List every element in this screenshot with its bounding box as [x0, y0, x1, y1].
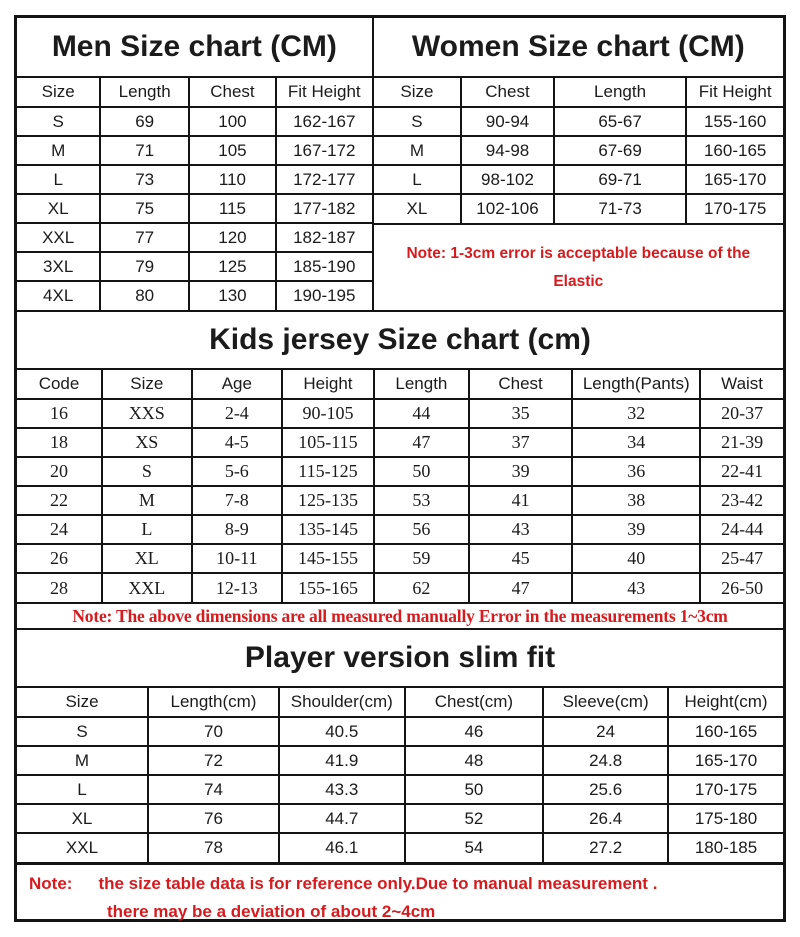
table-cell: 24.8 [543, 746, 668, 775]
table-cell: 20 [17, 457, 102, 486]
table-cell: 20-37 [700, 399, 783, 428]
table-cell: 100 [189, 107, 276, 136]
table-cell: XL [374, 194, 462, 223]
table-cell: S [102, 457, 192, 486]
table-cell: 43.3 [279, 775, 405, 804]
table-cell: 41 [469, 486, 572, 515]
table-cell: 110 [189, 165, 276, 194]
player-version-chart [17, 628, 783, 926]
table-cell: XXS [102, 399, 192, 428]
column-header: Size [374, 78, 462, 107]
table-cell: 135-145 [282, 515, 374, 544]
table-cell: XL [17, 194, 100, 223]
table-cell: 32 [572, 399, 700, 428]
women-size-table [374, 78, 783, 223]
table-cell: 115-125 [282, 457, 374, 486]
table-cell: L [17, 165, 100, 194]
table-cell: 25-47 [700, 544, 783, 573]
column-header: Length [100, 78, 189, 107]
table-cell: XL [17, 804, 148, 833]
column-header: Shoulder(cm) [279, 688, 405, 717]
column-header: Fit Height [686, 78, 783, 107]
table-cell: 67-69 [554, 136, 687, 165]
kids-size-chart [17, 310, 783, 628]
bottom-note-label: Note: [29, 874, 73, 893]
table-cell: 165-170 [686, 165, 783, 194]
table-cell: 41.9 [279, 746, 405, 775]
table-cell: 162-167 [276, 107, 372, 136]
table-row [17, 136, 372, 165]
table-cell: 56 [374, 515, 469, 544]
table-cell: 160-165 [686, 136, 783, 165]
table-cell: M [102, 486, 192, 515]
table-cell: 155-165 [282, 573, 374, 602]
table-cell: 125-135 [282, 486, 374, 515]
table-cell: 46 [405, 717, 544, 746]
table-cell: 4XL [17, 281, 100, 310]
table-cell: 46.1 [279, 833, 405, 862]
table-cell: 52 [405, 804, 544, 833]
column-header: Fit Height [276, 78, 372, 107]
table-cell: 190-195 [276, 281, 372, 310]
kids-size-chart-title: Kids jersey Size chart (cm) [17, 312, 783, 370]
table-row [17, 746, 783, 775]
table-cell: 90-105 [282, 399, 374, 428]
table-cell: XL [102, 544, 192, 573]
table-cell: 50 [405, 775, 544, 804]
table-cell: 47 [469, 573, 572, 602]
table-cell: 175-180 [668, 804, 783, 833]
table-cell: 69-71 [554, 165, 687, 194]
women-note-line1: Note: 1-3cm error is acceptable because of the [406, 244, 751, 262]
women-header-row [374, 78, 783, 107]
table-cell: 77 [100, 223, 189, 252]
table-cell: 21-39 [700, 428, 783, 457]
table-cell: 43 [469, 515, 572, 544]
table-cell: 26.4 [543, 804, 668, 833]
table-cell: 18 [17, 428, 102, 457]
table-cell: 22 [17, 486, 102, 515]
column-header: Code [17, 370, 102, 399]
column-header: Size [17, 688, 148, 717]
column-header: Chest [469, 370, 572, 399]
table-row [17, 486, 783, 515]
table-cell: M [17, 136, 100, 165]
table-cell: 130 [189, 281, 276, 310]
table-cell: 24 [543, 717, 668, 746]
table-cell: 44 [374, 399, 469, 428]
table-row [17, 833, 783, 862]
table-cell: 47 [374, 428, 469, 457]
bottom-reference-note [17, 862, 783, 926]
table-cell: 24 [17, 515, 102, 544]
column-header: Chest [189, 78, 276, 107]
table-cell: 54 [405, 833, 544, 862]
outer-frame [14, 15, 786, 922]
table-cell: 16 [17, 399, 102, 428]
table-row [374, 165, 783, 194]
table-cell: 43 [572, 573, 700, 602]
table-row [17, 775, 783, 804]
table-row [17, 223, 372, 252]
table-cell: 105-115 [282, 428, 374, 457]
table-cell: 76 [148, 804, 279, 833]
table-cell: 23-42 [700, 486, 783, 515]
table-cell: 34 [572, 428, 700, 457]
table-cell: 62 [374, 573, 469, 602]
table-cell: 160-165 [668, 717, 783, 746]
table-cell: S [17, 107, 100, 136]
table-cell: 80 [100, 281, 189, 310]
table-row [17, 194, 372, 223]
table-cell: XS [102, 428, 192, 457]
kids-measurement-note: Note: The above dimensions are all measured manually Error in the measurements 1~3cm [17, 602, 783, 628]
table-cell: L [17, 775, 148, 804]
table-cell: 98-102 [461, 165, 554, 194]
table-cell: 36 [572, 457, 700, 486]
table-cell: 24-44 [700, 515, 783, 544]
column-header: Chest(cm) [405, 688, 544, 717]
table-cell: 59 [374, 544, 469, 573]
table-row [17, 281, 372, 310]
table-cell: 78 [148, 833, 279, 862]
table-cell: 26-50 [700, 573, 783, 602]
table-row [374, 136, 783, 165]
column-header: Chest [461, 78, 554, 107]
table-cell: 22-41 [700, 457, 783, 486]
column-header: Length [374, 370, 469, 399]
table-cell: 12-13 [192, 573, 282, 602]
player-header-row [17, 688, 783, 717]
table-cell: 69 [100, 107, 189, 136]
column-header: Sleeve(cm) [543, 688, 668, 717]
table-cell: 50 [374, 457, 469, 486]
table-cell: 145-155 [282, 544, 374, 573]
table-row [17, 544, 783, 573]
women-size-chart-title: Women Size chart (CM) [374, 18, 783, 78]
table-cell: 8-9 [192, 515, 282, 544]
bottom-note-line1 [17, 870, 783, 898]
men-size-table [17, 78, 372, 310]
table-cell: 53 [374, 486, 469, 515]
table-cell: 37 [469, 428, 572, 457]
men-size-chart-title: Men Size chart (CM) [17, 18, 372, 78]
table-cell: 71 [100, 136, 189, 165]
table-cell: 120 [189, 223, 276, 252]
table-row [374, 107, 783, 136]
table-cell: 180-185 [668, 833, 783, 862]
table-row [17, 804, 783, 833]
table-cell: 182-187 [276, 223, 372, 252]
table-cell: 75 [100, 194, 189, 223]
table-cell: 39 [469, 457, 572, 486]
table-cell: 170-175 [686, 194, 783, 223]
table-cell: XXL [17, 223, 100, 252]
player-version-table [17, 688, 783, 862]
column-header: Size [102, 370, 192, 399]
column-header: Height [282, 370, 374, 399]
table-cell: 40 [572, 544, 700, 573]
table-cell: 7-8 [192, 486, 282, 515]
table-cell: L [102, 515, 192, 544]
table-cell: 38 [572, 486, 700, 515]
column-header: Waist [700, 370, 783, 399]
table-cell: 4-5 [192, 428, 282, 457]
table-cell: XXL [102, 573, 192, 602]
table-cell: 5-6 [192, 457, 282, 486]
table-row [374, 194, 783, 223]
women-size-chart [372, 18, 783, 310]
table-row [17, 515, 783, 544]
table-cell: 177-182 [276, 194, 372, 223]
table-cell: M [17, 746, 148, 775]
player-version-title: Player version slim fit [17, 630, 783, 688]
table-cell: 27.2 [543, 833, 668, 862]
table-cell: 45 [469, 544, 572, 573]
kids-size-table [17, 370, 783, 602]
table-cell: 172-177 [276, 165, 372, 194]
table-cell: 28 [17, 573, 102, 602]
men-size-chart [17, 18, 372, 310]
table-cell: 25.6 [543, 775, 668, 804]
column-header: Height(cm) [668, 688, 783, 717]
column-header: Length(cm) [148, 688, 279, 717]
table-cell: 26 [17, 544, 102, 573]
column-header: Size [17, 78, 100, 107]
adult-size-section [17, 18, 783, 310]
table-row [17, 457, 783, 486]
bottom-note-text1: the size table data is for reference only.Due to manual measurement . [98, 874, 658, 893]
table-cell: 3XL [17, 252, 100, 281]
women-note-line2: Elastic [553, 272, 604, 290]
table-cell: 115 [189, 194, 276, 223]
column-header: Age [192, 370, 282, 399]
table-row [17, 165, 372, 194]
men-header-row [17, 78, 372, 107]
table-cell: 40.5 [279, 717, 405, 746]
table-cell: XXL [17, 833, 148, 862]
table-cell: 170-175 [668, 775, 783, 804]
table-cell: 105 [189, 136, 276, 165]
table-cell: 70 [148, 717, 279, 746]
table-cell: 39 [572, 515, 700, 544]
kids-header-row [17, 370, 783, 399]
table-cell: 167-172 [276, 136, 372, 165]
table-cell: 155-160 [686, 107, 783, 136]
table-cell: 79 [100, 252, 189, 281]
table-cell: 90-94 [461, 107, 554, 136]
table-cell: M [374, 136, 462, 165]
table-cell: 102-106 [461, 194, 554, 223]
table-cell: 74 [148, 775, 279, 804]
table-cell: L [374, 165, 462, 194]
table-row [17, 252, 372, 281]
table-cell: 10-11 [192, 544, 282, 573]
table-row [17, 717, 783, 746]
table-cell: S [374, 107, 462, 136]
table-row [17, 573, 783, 602]
table-cell: 165-170 [668, 746, 783, 775]
table-cell: 2-4 [192, 399, 282, 428]
table-cell: 72 [148, 746, 279, 775]
table-row [17, 399, 783, 428]
table-row [17, 107, 372, 136]
bottom-note-line2: there may be a deviation of about 2~4cm [107, 902, 436, 921]
table-row [17, 428, 783, 457]
table-cell: 44.7 [279, 804, 405, 833]
table-cell: 48 [405, 746, 544, 775]
table-cell: 185-190 [276, 252, 372, 281]
table-cell: 125 [189, 252, 276, 281]
table-cell: 94-98 [461, 136, 554, 165]
column-header: Length [554, 78, 687, 107]
table-cell: S [17, 717, 148, 746]
table-cell: 71-73 [554, 194, 687, 223]
women-elastic-note [374, 223, 783, 310]
column-header: Length(Pants) [572, 370, 700, 399]
table-cell: 35 [469, 399, 572, 428]
table-cell: 73 [100, 165, 189, 194]
table-cell: 65-67 [554, 107, 687, 136]
